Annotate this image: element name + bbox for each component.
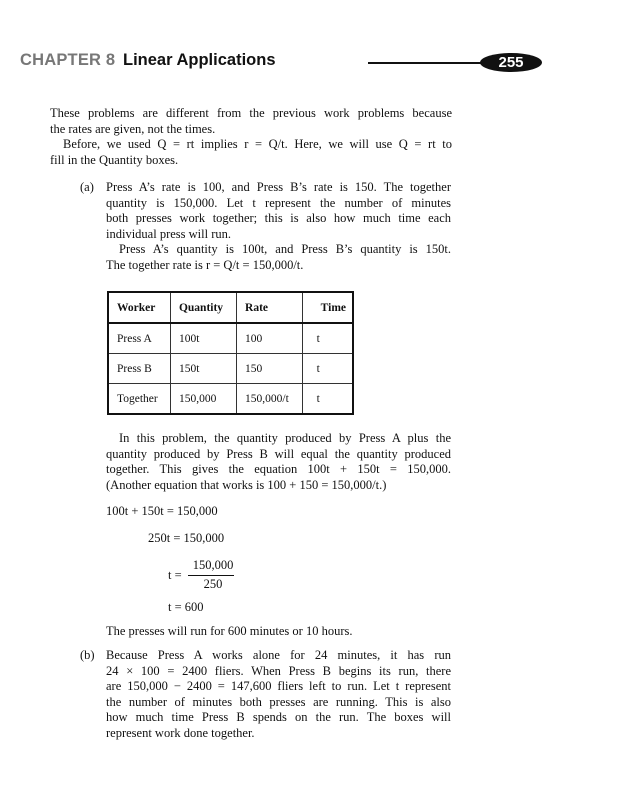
- table-cell: t: [302, 354, 353, 384]
- column-header: Quantity: [170, 292, 236, 323]
- text-line: quantity produced by Press B will equal the quantity produced: [106, 446, 451, 461]
- table-header-row: [108, 292, 353, 323]
- text-line: Because Press A works alone for 24 minutes, it has run: [106, 648, 451, 662]
- text-line: In this problem, the quantity produced by Press A plus the: [119, 431, 451, 445]
- table-cell: t: [302, 323, 353, 354]
- table-cell: Press A: [108, 323, 170, 354]
- work-table: [107, 291, 354, 415]
- part-a-label: (a): [80, 180, 94, 194]
- text-line: together. This gives the equation 100t + 150t = 150,000.: [106, 462, 451, 476]
- intro-paragraph-1: [50, 106, 452, 137]
- explanation-paragraph: [106, 431, 451, 493]
- page-header: [20, 50, 525, 76]
- text-line: represent work done together.: [106, 725, 255, 740]
- column-header: Rate: [237, 292, 303, 323]
- text-line: the number of minutes both presses are running. This is also: [106, 694, 451, 709]
- table-cell: 100: [237, 323, 303, 354]
- text-line: how much time Press B spends on the run. The boxes will: [106, 710, 451, 724]
- part-b-body: [106, 648, 451, 741]
- chapter-label: CHAPTER 8: [20, 51, 116, 69]
- text-line: Press A’s quantity is 100t, and Press B’s quantity is 150t.: [119, 242, 451, 256]
- equation-2: 250t = 150,000: [148, 531, 225, 545]
- conclusion-text: The presses will run for 600 minutes or 10 hours.: [106, 624, 353, 638]
- fraction-bar: [188, 575, 234, 576]
- intro-paragraph-2: [50, 137, 452, 168]
- chapter-title: Linear Applications: [123, 51, 276, 69]
- column-header: Worker: [108, 292, 170, 323]
- text-line: These problems are different from the previous work problems because: [50, 106, 452, 120]
- table-cell: Press B: [108, 354, 170, 384]
- table-cell: t: [302, 384, 353, 415]
- table-cell: Together: [108, 384, 170, 415]
- text-line: are 150,000 − 2400 = 147,600 fliers left to run. Let t represent: [106, 679, 451, 693]
- text-line: Press A’s rate is 100, and Press B’s rate is 150. The together: [106, 180, 451, 194]
- text-line: The together rate is r = Q/t = 150,000/t.: [106, 257, 304, 272]
- table-row: [108, 384, 353, 415]
- table-cell: 150t: [170, 354, 236, 384]
- table-row: [108, 323, 353, 354]
- table-row: [108, 354, 353, 384]
- text-line: individual press will run.: [106, 226, 231, 241]
- table-cell: 150,000: [170, 384, 236, 415]
- text-line: quantity is 150,000. Let t represent the number of minutes: [106, 195, 451, 210]
- text-line: 24 × 100 = 2400 fliers. When Press B begins its run, there: [106, 663, 451, 678]
- table-cell: 100t: [170, 323, 236, 354]
- column-header: Time: [302, 292, 353, 323]
- text-line: (Another equation that works is 100 + 150 = 150,000/t.): [106, 477, 387, 492]
- table-cell: 150,000/t: [237, 384, 303, 415]
- part-a-body: [106, 180, 451, 273]
- text-line: both presses work together; this is also how much time each: [106, 211, 451, 225]
- page-number: 255: [480, 53, 542, 72]
- part-b-label: (b): [80, 648, 95, 662]
- text-line: Before, we used Q = rt implies r = Q/t. Here, we will use Q = rt to: [63, 137, 452, 151]
- header-rule: [368, 62, 498, 64]
- equation-3-numerator: 150,000: [192, 558, 234, 572]
- equation-4: t = 600: [168, 600, 204, 614]
- equation-1: 100t + 150t = 150,000: [106, 504, 218, 518]
- table-cell: 150: [237, 354, 303, 384]
- equation-3-lhs: t =: [168, 568, 182, 582]
- text-line: fill in the Quantity boxes.: [50, 152, 179, 167]
- equation-3-denominator: 250: [203, 577, 223, 591]
- text-line: the rates are given, not the times.: [50, 121, 216, 136]
